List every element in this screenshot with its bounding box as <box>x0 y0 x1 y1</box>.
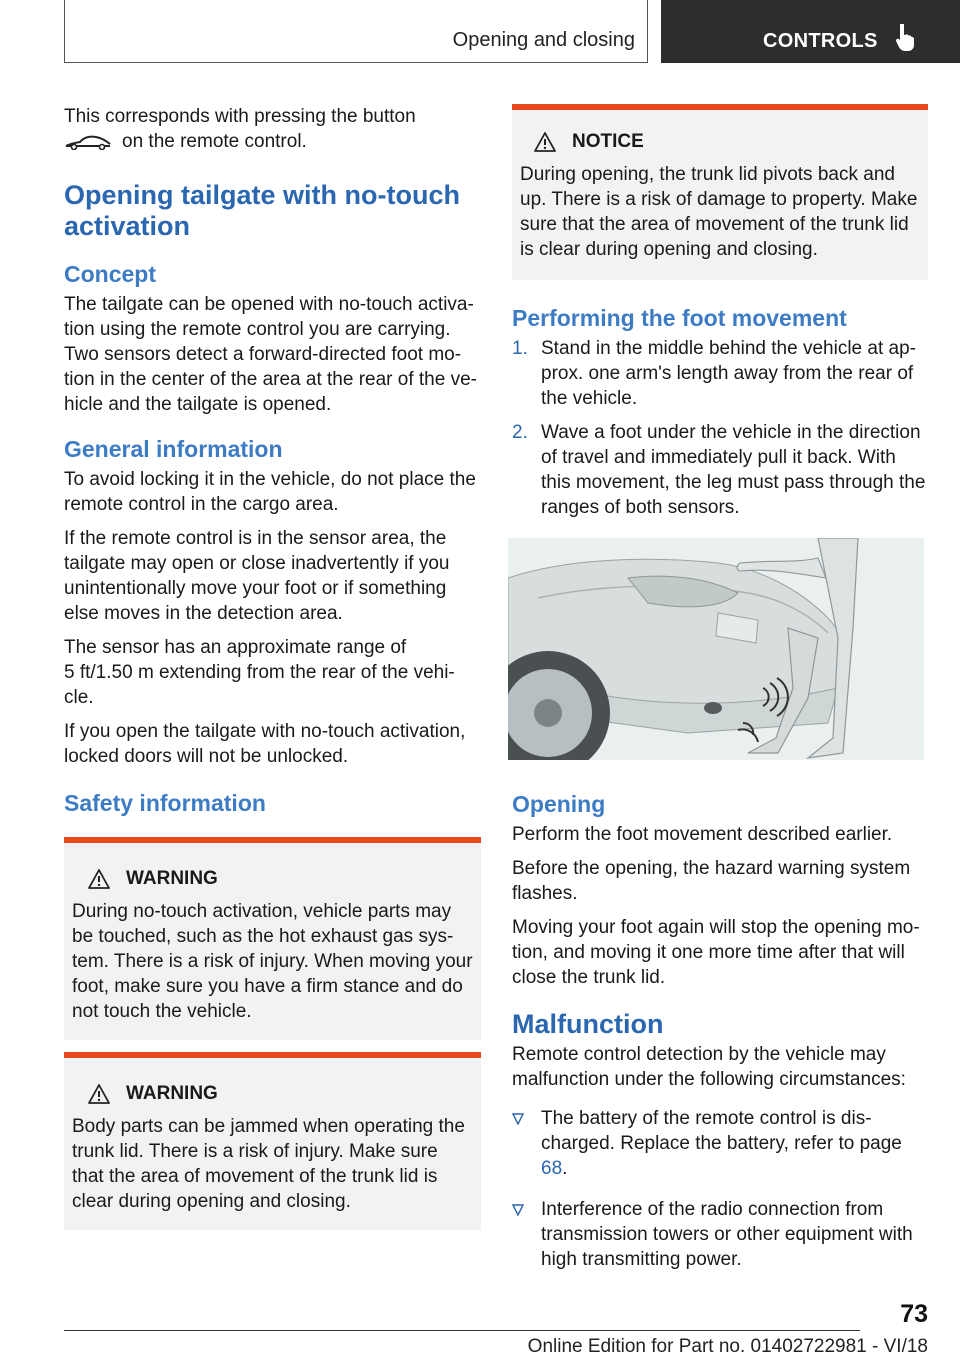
general-paragraph-3 <box>64 635 481 710</box>
intro-line-2: on the remote control. <box>122 131 307 152</box>
general-paragraph-1: To avoid locking it in the vehicle, do not place the remote control in the cargo area. <box>64 469 476 515</box>
list-item <box>512 1106 928 1181</box>
intro-line-1: This corresponds with pressing the button <box>64 106 416 127</box>
general-paragraph-2: If the remote control is in the sensor area, the tailgate may open or close inadvertently if you unintentionally move your foot or if something else moves in the detection area. <box>64 528 450 624</box>
step-number: 1. <box>512 338 528 359</box>
general-paragraph-3a: The sensor has an approximate range of <box>64 637 407 658</box>
bullet-triangle-icon <box>512 1113 524 1125</box>
edition-note: Online Edition for Part no. 01402722981 - VI/18 <box>527 1336 928 1357</box>
pointing-hand-icon <box>895 24 915 52</box>
warning-box-1 <box>64 837 481 1040</box>
warning-title-1 <box>72 867 473 891</box>
footer-divider <box>64 1330 860 1331</box>
list-item <box>512 420 928 520</box>
notice-title-text: NOTICE <box>572 131 644 152</box>
notice-text: During opening, the trunk lid pivots back and up. There is a risk of damage to property. Make sure that the area of movement of the trunk lid is clear during opening and closing. <box>520 164 918 260</box>
page-number: 73 <box>900 1300 928 1328</box>
opening-paragraph-1: Perform the foot movement described earlier. <box>512 824 893 845</box>
warning-triangle-icon <box>88 1084 110 1104</box>
step-number: 2. <box>512 422 528 443</box>
heading-no-touch: Opening tailgate with no-touch activation <box>64 180 460 241</box>
warning-title-1-text: WARNING <box>126 868 218 889</box>
heading-general-information: General information <box>64 436 283 462</box>
notice-box <box>512 104 928 280</box>
warning-triangle-icon <box>534 132 556 152</box>
warning-box-2 <box>64 1052 481 1230</box>
step-text: Wave a foot under the vehicle in the direction of travel and immediately pull it back. With this movement, the leg must pass through the ranges of both sensors. <box>541 422 926 518</box>
bullet-triangle-icon <box>512 1204 524 1216</box>
opening-paragraph-3: Moving your foot again will stop the opening mo-tion, and moving it one more time after that will close the trunk lid. <box>512 917 920 988</box>
step-text: Stand in the middle behind the vehicle at ap-prox. one arm's length away from the rear of the vehicle. <box>541 338 916 409</box>
foot-movement-steps <box>512 336 928 520</box>
header-section-title: Opening and closing <box>452 29 635 51</box>
list-item <box>512 336 928 411</box>
bullet-1-text: The battery of the remote control is dis-charged. Replace the battery, refer to page <box>541 1108 902 1154</box>
heading-foot-movement: Performing the foot movement <box>512 305 847 331</box>
header-section-box <box>64 0 648 63</box>
warning-text-2: Body parts can be jammed when operating the trunk lid. There is a risk of injury. Make sure that the area of movement of the trunk lid is clear during opening and closing. <box>72 1116 465 1212</box>
foot-movement-illustration <box>508 538 924 760</box>
malfunction-list <box>512 1106 928 1272</box>
warning-title-2-text: WARNING <box>126 1083 218 1104</box>
heading-malfunction: Malfunction <box>512 1009 664 1039</box>
left-column <box>64 104 481 1230</box>
bullet-2-text: Interference of the radio connection from transmission towers or other equipment with high transmitting power. <box>541 1199 913 1270</box>
opening-paragraph-2: Before the opening, the hazard warning system flashes. <box>512 858 911 904</box>
general-paragraph-3b: 5 ft/1.50 m extending from the rear of the vehi-cle. <box>64 662 455 708</box>
malfunction-intro: Remote control detection by the vehicle may malfunction under the following circumstances: <box>512 1044 906 1090</box>
warning-text-1: During no-touch activation, vehicle parts may be touched, such as the hot exhaust gas sys-tem. There is a risk of injury. When moving your foot, make sure you have a firm stance and do not touch the vehicle. <box>72 901 473 1022</box>
warning-triangle-icon <box>88 869 110 889</box>
concept-text: The tailgate can be opened with no-touch activa-tion using the remote control you are carrying. Two sensors detect a forward-directed foot mo-tion in the center of the area at the rear of the ve-hicle and the tailgate is opened. <box>64 294 477 415</box>
heading-opening: Opening <box>512 791 606 817</box>
car-rear-foot-sensor-illustration <box>508 538 924 760</box>
heading-safety-information: Safety information <box>64 790 266 816</box>
header-chapter-tab <box>661 0 960 63</box>
heading-concept: Concept <box>64 261 156 287</box>
bullet-1-end: . <box>562 1158 568 1179</box>
page-link-68[interactable]: 68 <box>541 1158 563 1179</box>
list-item <box>512 1197 928 1272</box>
notice-title <box>520 130 920 154</box>
warning-title-2 <box>72 1082 473 1106</box>
right-column <box>512 104 928 1281</box>
tailgate-button-icon <box>64 134 112 150</box>
general-paragraph-4: If you open the tailgate with no-touch activation, locked doors will not be unlocked. <box>64 721 466 767</box>
intro-paragraph <box>64 104 481 154</box>
header-chapter-title: CONTROLS <box>763 30 878 52</box>
